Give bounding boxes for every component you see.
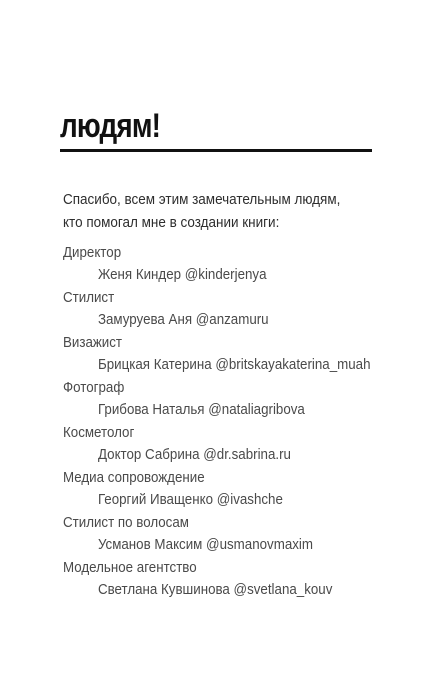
intro-line-2: кто помогал мне в создании книги: bbox=[63, 215, 280, 231]
credit-person: Усманов Максим @usmanovmaxim bbox=[97, 537, 314, 553]
credit-entry bbox=[63, 557, 403, 602]
credit-person: Доктор Сабрина @dr.sabrina.ru bbox=[97, 447, 291, 463]
credit-entry bbox=[63, 242, 403, 287]
credit-role: Директор bbox=[63, 245, 122, 261]
credit-role: Медиа сопровождение bbox=[63, 470, 205, 486]
page-heading: людям! bbox=[60, 107, 161, 145]
heading-underline bbox=[60, 149, 372, 152]
credit-role: Фотограф bbox=[63, 380, 125, 396]
credit-person: Замуруева Аня @anzamuru bbox=[97, 312, 269, 328]
credit-role: Косметолог bbox=[63, 425, 135, 441]
credit-entry bbox=[63, 287, 403, 332]
credit-person: Грибова Наталья @nataliagribova bbox=[97, 402, 305, 418]
credit-person: Брицкая Катерина @britskayakaterina_muah bbox=[97, 357, 371, 373]
credit-role: Стилист bbox=[63, 290, 115, 306]
credit-role: Визажист bbox=[63, 335, 123, 351]
credit-entry bbox=[63, 377, 403, 422]
credit-entry bbox=[63, 467, 403, 512]
intro-line-1: Спасибо, всем этим замечательным людям, bbox=[63, 192, 341, 208]
credit-entry bbox=[63, 512, 403, 557]
credits-list bbox=[63, 242, 403, 602]
intro-paragraph bbox=[63, 189, 370, 235]
credit-role: Модельное агентство bbox=[63, 560, 197, 576]
credit-entry bbox=[63, 332, 403, 377]
credit-entry bbox=[63, 422, 403, 467]
credit-person: Георгий Иващенко @ivashche bbox=[97, 492, 283, 508]
credit-person: Светлана Кувшинова @svetlana_kouv bbox=[97, 582, 333, 598]
credit-role: Стилист по волосам bbox=[63, 515, 189, 531]
credit-person: Женя Киндер @kinderjenya bbox=[97, 267, 267, 283]
